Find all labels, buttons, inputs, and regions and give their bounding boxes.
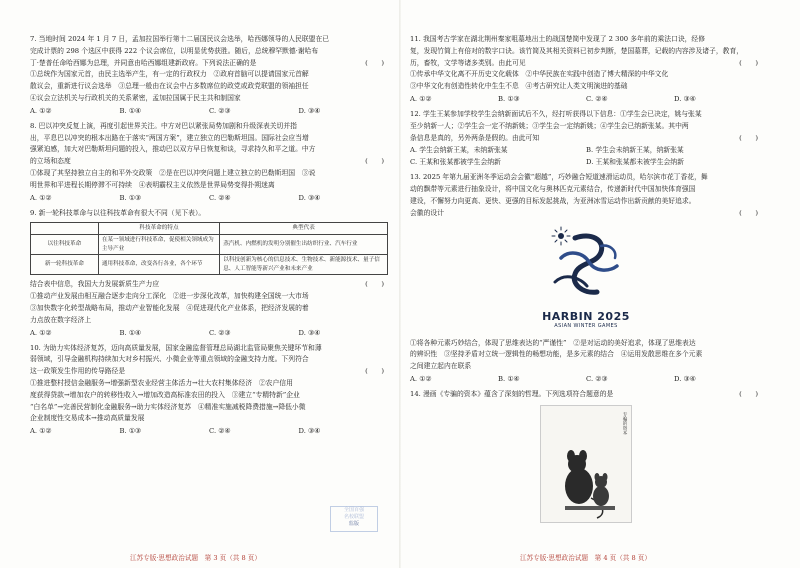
q9-options — [30, 327, 388, 339]
q10-line: 10. 为助力实体经济复苏，迈向高质量发展，国家金融监督管理总局湖北监管局聚焦关键环节和薄 — [30, 343, 322, 352]
q11-line: 历，畜牧，文学等诸多类别。由此可见 ( ) — [410, 58, 762, 70]
question-10 — [30, 343, 388, 438]
q8-line: 的立场和态度 ( ) — [30, 156, 388, 168]
table-row — [31, 255, 388, 275]
q12-line: 条信息是真的，另外两条是假的。由此可知 ( ) — [410, 133, 762, 145]
table-header — [31, 223, 99, 235]
q13-statement: 之间建立起内在联系 — [410, 362, 472, 371]
page-footer: 江苏专版·思想政治试题 第 3 页（共 8 页） — [130, 554, 261, 562]
q12-line: 12. 学生王某参加学校学生会纳新面试后不久，经打听获得以下信息：①学生会已决定，姚与张某 — [410, 109, 702, 118]
q10-statement: ①推进整村授信金融服务→增强新型农业经营主体活力→壮大农村集体经济 ②农户信用 — [30, 378, 293, 387]
q8-line: 8. 巴以冲突反复上演，再度引起世界关注。中方对巴以紧张局势加剧和升级深表关切并指 — [30, 121, 297, 130]
table-header-row — [31, 223, 388, 235]
q10-statement: 度获得贷款→增加农户的转移性收入→增加改造高标准农田的投入 ③建立“专精特新”企业 — [30, 390, 300, 399]
q10-line: 弱领域，引导金融机构持续加大对乡村振兴、小微企业等重点领域的金融支持力度。下列符合 — [30, 355, 309, 364]
emblem-subtitle: ASIAN WINTER GAMES — [554, 322, 618, 329]
q7-statement: 散议会，重新进行议会选举 ③总理一般由在议会中占多数席位的政党或政党联盟的领袖担任 — [30, 82, 309, 91]
question-11 — [410, 34, 762, 105]
cartoon-image — [540, 405, 632, 523]
q13-options — [410, 373, 762, 385]
option-a[interactable]: A. ①② — [30, 193, 52, 202]
q13-statement: 的辨识性 ③坚持矛盾对立统一逻辑性的畅想功能，是多元素的结合 ④运用发散思维在多个元素 — [410, 350, 703, 359]
option-a[interactable]: A. ①② — [30, 427, 52, 436]
q13-line: 13. 2025 年第九届亚洲冬季运动会会徽“超越”，巧妙融合短道速滑运动员，哈尔滨市花丁香花，舞 — [410, 173, 708, 182]
option-a[interactable]: A. ①② — [410, 374, 432, 383]
q11-line: 11. 我国考古学家在湖北荆州秦家咀墓地出土的战国楚简中发现了 2 300 多年前的乘法口诀，经修 — [410, 35, 706, 43]
answer-paren: ( ) — [365, 58, 384, 67]
option-b[interactable]: B. ①③ — [119, 427, 142, 436]
option-d[interactable]: D. 王某和张某都未被学生会纳新 — [586, 158, 684, 167]
q10-statement: “白名单”→完善民营制化金融服务→助力实体经济复苏 ④精准实施减税降费措施→降低小微 — [30, 402, 306, 411]
q10-statement: 企业制度性交易成本→推动高质量发展 — [30, 414, 145, 423]
option-b[interactable]: B. ①④ — [119, 328, 142, 337]
option-d[interactable]: D. ③④ — [298, 328, 321, 337]
option-d[interactable]: D. ③④ — [674, 374, 696, 383]
q8-line: 强紧迫感，加大对巴勒斯坦问题的投入，推动巴以双方早日恢复和谈，寻求持久和平之道。中方 — [30, 145, 316, 154]
q7-line: 7. 当地时间 2024 年 1 月 7 日，孟加拉国举行第十二届国民议会选举，哈西娜领导的人民联盟在已 — [30, 35, 330, 43]
table-cell: 蒸汽机、内燃机的发明分别催生出纺织行业、汽车行业 — [220, 234, 388, 254]
option-c[interactable]: C. ②③ — [586, 374, 608, 383]
table-row — [31, 234, 388, 254]
option-d[interactable]: D. ③④ — [298, 427, 321, 436]
q9-statement: ①推动产业发展由相互融合逐步走向分工深化 ②进一步深化改革，加快构建全国统一大市场 — [30, 292, 309, 301]
question-14 — [410, 389, 762, 523]
option-c[interactable]: C. ②③ — [209, 106, 231, 115]
q11-options — [410, 93, 762, 105]
q13-line: 建设，不懈努力向更高、更快、更强的目标发起挑战，为亚洲冰雪运动作出新贡献的美好追求。 — [410, 196, 696, 205]
q8-statement: ①体现了其坚持独立自主的和平外交政策 ②是在巴以冲突问题上建立独立的巴勒斯坦国 ③说 — [30, 168, 316, 177]
q11-line: 复，发现竹简上有倍对的数字口诀。该竹简及其相关资料已初步判断，楚国墓葬，记载的内容涉及诸子，教育， — [410, 46, 744, 55]
q11-statement: ①传承中华文化离不开历史文化载体 ②中华民族在实践中创造了博大精深的中华文化 — [410, 70, 669, 79]
answer-paren: ( ) — [365, 157, 384, 166]
left-column — [30, 34, 388, 441]
tech-revolution-table — [30, 222, 388, 275]
option-a[interactable]: A. ①② — [30, 328, 52, 337]
q7-statement: ①总统作为国家元首，由民主选举产生，有一定的行政权力 ②政府首脑可以提请国家元首解 — [30, 70, 309, 79]
option-d[interactable]: D. ③④ — [674, 94, 696, 103]
table-header: 科技革命的特点 — [98, 223, 219, 235]
q13-line: 会徽的设计 ( ) — [410, 208, 762, 220]
option-c[interactable]: C. ②③ — [209, 328, 231, 337]
table-cell: 通用科技革命，改变各行各业，各个环节 — [98, 255, 219, 275]
answer-paren: ( ) — [739, 208, 758, 217]
q8-statement: 明世界和平进程长期停滞不可持续 ④表明霸权主义依然是世界局势变得扑朔迷离 — [30, 180, 275, 189]
q8-options — [30, 192, 388, 204]
q9-statement: 力点放在数字经济上 — [30, 315, 92, 324]
table-header: 典型代表 — [220, 223, 388, 235]
q13-line: 动的飘带等元素进行抽象设计，将中国文化与奥林匹克元素结合，传递新时代中国加快体育强国 — [410, 185, 696, 194]
q12-options-row1 — [410, 144, 762, 156]
q10-options — [30, 425, 388, 437]
q13-statement: ①将各种元素巧妙结合，体现了思维表达的“严谨性” ②是对运动的美好追求，体现了思维表达 — [410, 338, 696, 347]
harbin-2025-emblem — [531, 222, 641, 334]
q11-statement: ③中华文化有创造性转化中生生不息 ④考古研究让人类文明演进的基础 — [410, 82, 628, 91]
option-c[interactable]: C. ②④ — [586, 94, 608, 103]
question-9 — [30, 208, 388, 339]
q10-line: 这一政策发生作用的传导路径是 ( ) — [30, 366, 388, 378]
option-d[interactable]: D. ③④ — [298, 106, 321, 115]
question-12 — [410, 109, 762, 168]
page-footer: 江苏专版·思想政治试题 第 4 页（共 8 页） — [520, 554, 651, 562]
option-c[interactable]: C. 王某和张某都被学生会纳新 — [410, 158, 501, 167]
emblem-graphic-icon — [531, 222, 641, 306]
rats-cartoon-icon — [541, 406, 631, 522]
cartoon-caption: 专骗的资本 — [622, 411, 627, 435]
question-13 — [410, 172, 762, 385]
option-c[interactable]: C. ②④ — [209, 193, 231, 202]
answer-paren: ( ) — [365, 280, 384, 289]
q7-line: 完成计票的 298 个选区中获得 222 个议会席位，以明显优势获胜。随后，总统穆罕默德·谢哈布 — [30, 46, 319, 55]
answer-paren: ( ) — [739, 389, 758, 398]
q9-statement: ③加快数字化转型战略布局，推动产业智能化发展 ④促进现代化产业体系，把经济发展的着 — [30, 303, 309, 312]
q9-stem: 9. 新一轮科技革命与以往科技革命有很大不同（见下表）。 — [30, 208, 206, 217]
right-column — [410, 34, 762, 527]
question-7 — [30, 34, 388, 117]
option-b[interactable]: B. ①④ — [119, 106, 142, 115]
q12-options-row2 — [410, 156, 762, 168]
q12-line: 至少纳新一人；②学生会一定不纳新姚；③学生会一定纳新姚；④学生会已纳新张某。其中两 — [410, 121, 689, 130]
option-a[interactable]: A. ①② — [410, 94, 432, 103]
q7-statement: ④议会立法机关与行政机关的关系紧密，孟加拉国属于民主共和制国家 — [30, 93, 241, 102]
table-cell: 以科技创新为核心的信息技术、生物技术、新能源技术、量子信息、人工智能等新兴产业和未来产业 — [220, 255, 388, 275]
q7-options — [30, 105, 388, 117]
answer-paren: ( ) — [739, 133, 758, 142]
q14-line: 14. 漫画《专骗的资本》蕴含了深刻的哲理。下列选项符合题意的是 ( ) — [410, 389, 762, 401]
option-a[interactable]: A. ①② — [30, 106, 52, 115]
table-cell: 以往科技革命 — [31, 234, 99, 254]
question-8 — [30, 121, 388, 204]
q7-line: 丁·楚普任命哈西娜为总理，并同意由哈西娜组建新政府。下列说法正确的是 ( ) — [30, 58, 388, 70]
option-d[interactable]: D. ③④ — [298, 193, 321, 202]
table-cell: 在某一领域进行科技革命，促使相关领域成为主导产业 — [98, 234, 219, 254]
answer-paren: ( ) — [365, 367, 384, 376]
option-b[interactable]: B. ①③ — [119, 193, 142, 202]
answer-paren: ( ) — [739, 58, 758, 67]
emblem-title: HARBIN 2025 — [542, 309, 630, 323]
table-cell: 新一轮科技革命 — [31, 255, 99, 275]
option-b[interactable]: B. ①③ — [498, 94, 520, 103]
q9-line: 结合表中信息，我国大力发展新质生产力应 ( ) — [30, 279, 388, 291]
q8-line: 出，平息巴以冲突的根本出路在于落实“两国方案”，建立独立的巴勒斯坦国。国际社会应当增 — [30, 133, 309, 142]
watermark-stamp: 全国百强 名校联盟 监版 — [330, 506, 378, 532]
option-b[interactable]: B. 学生会未纳新王某，纳新张某 — [586, 146, 684, 155]
option-c[interactable]: C. ②④ — [209, 427, 231, 436]
option-b[interactable]: B. ①④ — [498, 374, 520, 383]
option-a[interactable]: A. 学生会纳新王某，未纳新张某 — [410, 146, 508, 155]
